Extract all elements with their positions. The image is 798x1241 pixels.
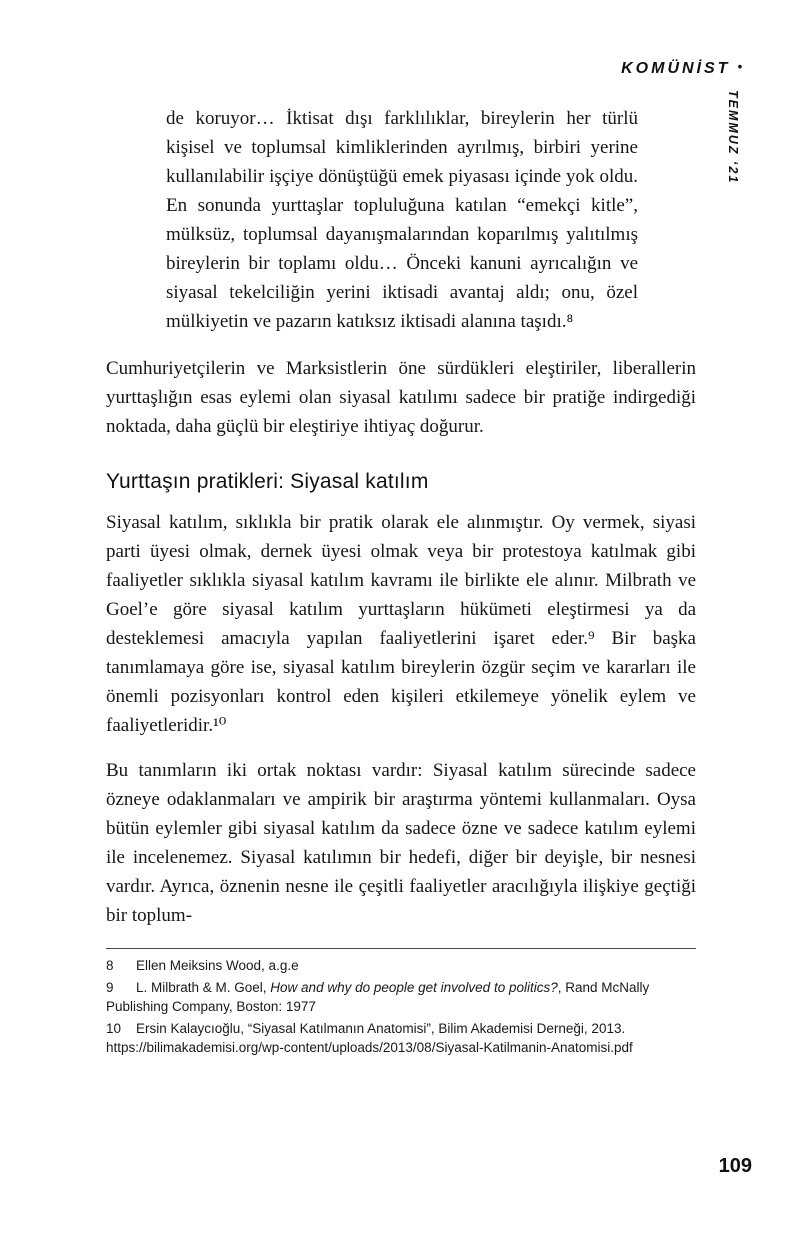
footnote-number: 10 bbox=[106, 1021, 122, 1037]
footnote-10 bbox=[106, 1019, 696, 1057]
section-heading: Yurttaşın pratikleri: Siyasal katılım bbox=[106, 470, 429, 493]
paragraph-1: Cumhuriyetçilerin ve Marksistlerin öne sürdükleri eleştiriler, liberallerin yurttaşlığın esas eylemi olan siyasal katılımı sadece bir pratiğe indirgediği noktada, daha güçlü bir eleştiriye ihtiyaç doğurur. bbox=[106, 358, 696, 437]
paragraph-2: Siyasal katılım, sıklıkla bir pratik olarak ele alınmıştır. Oy vermek, siyasi parti üyesi olmak, dernek üyesi olmak veya bir protestoya katılmak gibi faaliyetler sıklıkla siyasal katılım kavramı ile birlikte ele alınır. Milbrath ve Goel’e göre siyasal katılım yurttaşların hükümeti eleştirmesi ya da desteklemesi amacıyla yapılan faaliyetlerini işaret eder.⁹ Bir başka tanımlamaya göre ise, siyasal katılım bireylerin özgür seçim ve kararları ile önemli pozisyonları kontrol eden kişileri etkilemeye yönelik eylem ve faaliyetleridir.¹⁰ bbox=[106, 512, 696, 737]
issue-date-vertical: TEMMUZ ‘21 bbox=[726, 90, 740, 185]
footnote-number: 9 bbox=[106, 980, 114, 996]
masthead-bullet: • bbox=[737, 59, 742, 74]
magazine-title: KOMÜNİST bbox=[621, 60, 731, 77]
footnote-9 bbox=[106, 978, 696, 1016]
footnote-text: Ersin Kalaycıoğlu, “Siyasal Katılmanın Anatomisi”, Bilim Akademisi Derneği, 2013. https://bilimakademisi.org/wp-content/uploads/2013/08/Siyasal-Katilmanin-Anatomisi.pdf bbox=[106, 1021, 633, 1056]
footnote-number: 8 bbox=[106, 958, 114, 974]
masthead bbox=[621, 59, 742, 78]
footnote-8 bbox=[106, 956, 696, 975]
block-quote: de koruyor… İktisat dışı farklılıklar, bireylerin her türlü kişisel ve toplumsal kimliklerinden ayrılmış, birbiri yerine kullanılabilir işçiye dönüştüğü emek piyasası içinde yok oldu. En sonunda yurttaşlar topluluğuna katılan “emekçi kitle”, mülksüz, toplumsal dayanışmalarından koparılmış yalıtılmış bireylerin bir toplamı oldu… Önceki kanuni ayrıcalığın ve siyasal tekelciliğin yerini iktisadi avantaj aldı; onu, özel mülkiyetin ve pazarın katıksız iktisadi alanına taşıdı.⁸ bbox=[166, 108, 638, 332]
footnotes-section bbox=[106, 948, 696, 1057]
footnote-text: , Rand McNally Publishing Company, Boston: 1977 bbox=[106, 980, 650, 1015]
paragraph-3: Bu tanımların iki ortak noktası vardır: Siyasal katılım sürecinde sadece özneye odaklanmaları ve ampirik bir araştırma yöntemi kullanmaları. Oysa bütün eylemler gibi siyasal katılım da sadece özne ve sadece katılım eylemi ile incelenemez. Siyasal katılımın bir hedefi, diğer bir deyişle, bir nesnesi vardır. Ayrıca, öznenin nesne ile çeşitli faaliyetler aracılığıyla ilişkiye geçtiği bir toplum- bbox=[106, 760, 696, 927]
footnote-book-title: How and why do people get involved to politics? bbox=[270, 980, 558, 996]
page-number: 109 bbox=[718, 1155, 752, 1177]
footnote-text: Ellen Meiksins Wood, a.g.e bbox=[136, 958, 299, 974]
article-body bbox=[106, 104, 696, 1060]
footnote-text: L. Milbrath & M. Goel, bbox=[136, 980, 271, 996]
